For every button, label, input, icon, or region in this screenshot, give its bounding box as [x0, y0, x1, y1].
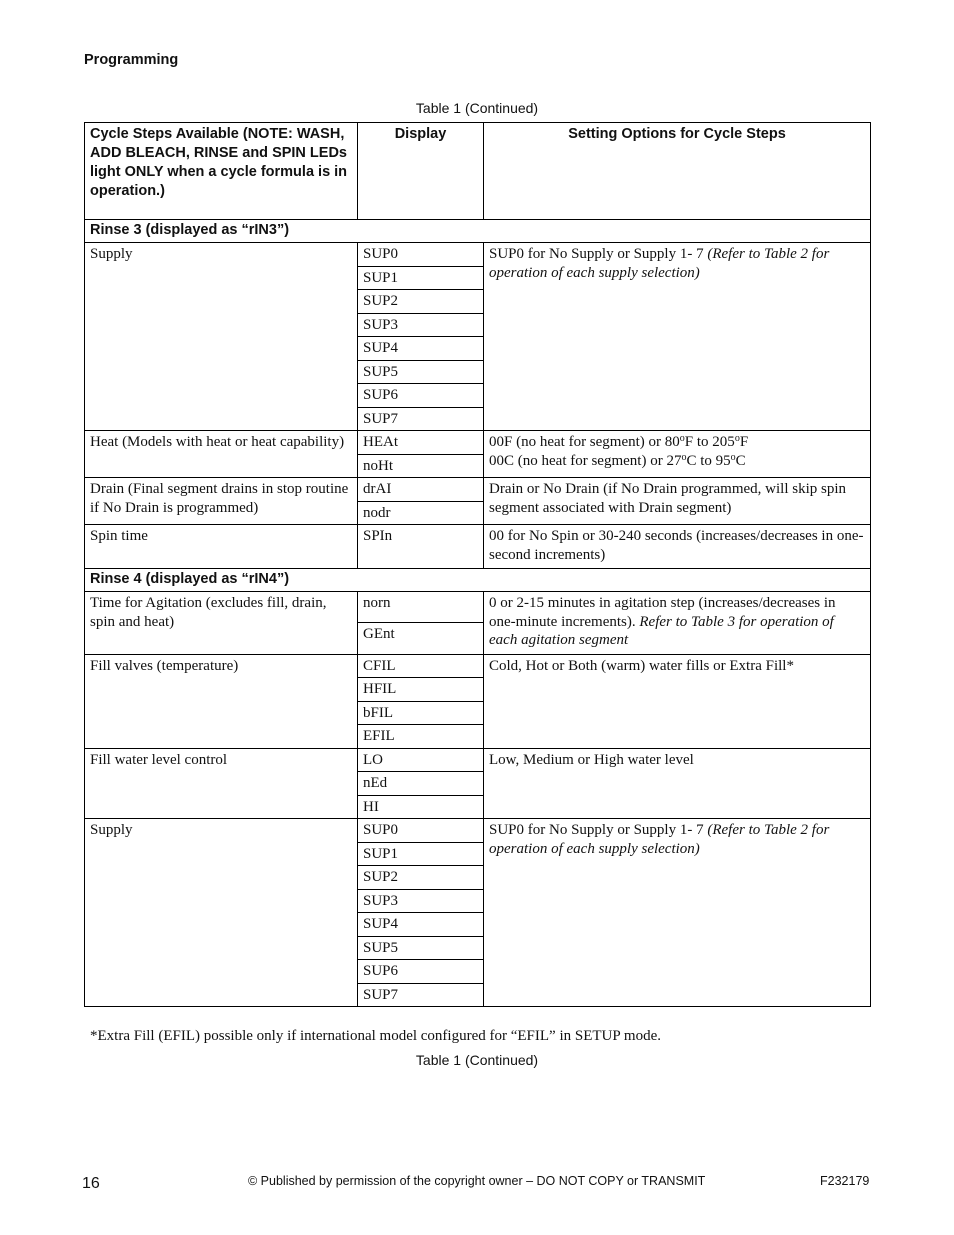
cycle-steps-table	[84, 122, 871, 1007]
option-line: 00F (no heat for segment) or 80$^o$F to 205$^o$F	[489, 433, 749, 450]
display-code: SUP3	[358, 313, 484, 337]
setting-option	[484, 592, 871, 655]
display-code: drAI	[358, 478, 484, 502]
display-code: SPIn	[358, 525, 484, 569]
step-label: Time for Agitation (excludes fill, drain, spin and heat)	[85, 592, 358, 655]
display-code: nodr	[358, 501, 484, 525]
option-note: Refer to Table 3 for operation of each agitation segment	[489, 613, 834, 648]
step-label: Fill valves (temperature)	[85, 654, 358, 748]
step-label: Heat (Models with heat or heat capability)	[85, 431, 358, 478]
display-code: SUP4	[358, 337, 484, 361]
step-label: Supply	[85, 819, 358, 1007]
option-note: (Refer to Table 2 for operation of each supply selection)	[489, 246, 830, 281]
setting-option	[484, 243, 871, 431]
table-caption-top: Table 1 (Continued)	[415, 100, 539, 116]
table-row	[85, 748, 871, 772]
footnote: *Extra Fill (EFIL) possible only if international model configured for “EFIL” in SETUP mode.	[90, 1028, 661, 1044]
step-label: Fill water level control	[85, 748, 358, 819]
table-row	[85, 654, 871, 678]
table-row	[85, 592, 871, 623]
section-heading: Programming	[84, 52, 179, 68]
display-code: CFIL	[358, 654, 484, 678]
display-code: SUP3	[358, 889, 484, 913]
display-code: noHt	[358, 454, 484, 478]
section-title-rinse4: Rinse 4 (displayed as “rIN4”)	[85, 569, 871, 592]
display-code: norn	[358, 592, 484, 623]
setting-option: Cold, Hot or Both (warm) water fills or Extra Fill*	[484, 654, 871, 748]
display-code: HFIL	[358, 678, 484, 702]
display-code: SUP0	[358, 819, 484, 843]
display-code: SUP1	[358, 266, 484, 290]
display-code: HI	[358, 795, 484, 819]
section-title-rinse3: Rinse 3 (displayed as “rIN3”)	[85, 220, 871, 243]
setting-option	[484, 431, 871, 478]
option-note: (Refer to Table 2 for operation of each supply selection)	[489, 822, 830, 857]
table-row	[85, 243, 871, 267]
display-code: SUP6	[358, 384, 484, 408]
step-label: Supply	[85, 243, 358, 431]
display-code: EFIL	[358, 725, 484, 749]
table-row	[85, 819, 871, 843]
display-code: SUP7	[358, 983, 484, 1007]
option-line: 00C (no heat for segment) or 27$^o$C to 95$^o$C	[489, 451, 746, 469]
page-number: 16	[82, 1175, 100, 1192]
display-code: SUP4	[358, 913, 484, 937]
setting-option: Drain or No Drain (if No Drain programmed, will skip spin segment associated with Drain segment)	[484, 478, 871, 525]
display-code: SUP7	[358, 407, 484, 431]
setting-option: Low, Medium or High water level	[484, 748, 871, 819]
display-code: bFIL	[358, 701, 484, 725]
display-code: SUP5	[358, 360, 484, 384]
header-cycle-steps: Cycle Steps Available (NOTE: WASH, ADD BLEACH, RINSE and SPIN LEDs light ONLY when a cycle formula is in operation.)	[85, 123, 358, 220]
step-label: Drain (Final segment drains in stop routine if No Drain is programmed)	[85, 478, 358, 525]
section-row-rinse4	[85, 569, 871, 592]
step-label: Spin time	[85, 525, 358, 569]
header-display: Display	[358, 123, 484, 220]
header-setting-options: Setting Options for Cycle Steps	[484, 123, 871, 220]
display-code: SUP1	[358, 842, 484, 866]
display-code: SUP2	[358, 290, 484, 314]
copyright-notice: © Published by permission of the copyright owner – DO NOT COPY or TRANSMIT	[248, 1174, 706, 1188]
table-header-row	[85, 123, 871, 220]
display-code: GEnt	[358, 623, 484, 654]
document-number: F232179	[820, 1174, 870, 1188]
display-code: SUP0	[358, 243, 484, 267]
option-text: SUP0 for No Supply or Supply 1- 7	[489, 246, 708, 262]
display-code: HEAt	[358, 431, 484, 455]
table-caption-bottom: Table 1 (Continued)	[415, 1052, 539, 1068]
setting-option	[484, 819, 871, 1007]
table-row	[85, 431, 871, 455]
display-code: SUP6	[358, 960, 484, 984]
section-row-rinse3	[85, 220, 871, 243]
option-text: SUP0 for No Supply or Supply 1- 7	[489, 822, 708, 838]
option-text: 0 or 2-15 minutes in agitation step (increases/decreases in one-minute increments).	[489, 595, 836, 630]
table-row	[85, 478, 871, 502]
setting-option: 00 for No Spin or 30-240 seconds (increases/decreases in one-second increments)	[484, 525, 871, 569]
display-code: SUP5	[358, 936, 484, 960]
display-code: SUP2	[358, 866, 484, 890]
table-row	[85, 525, 871, 569]
display-code: nEd	[358, 772, 484, 796]
display-code: LO	[358, 748, 484, 772]
